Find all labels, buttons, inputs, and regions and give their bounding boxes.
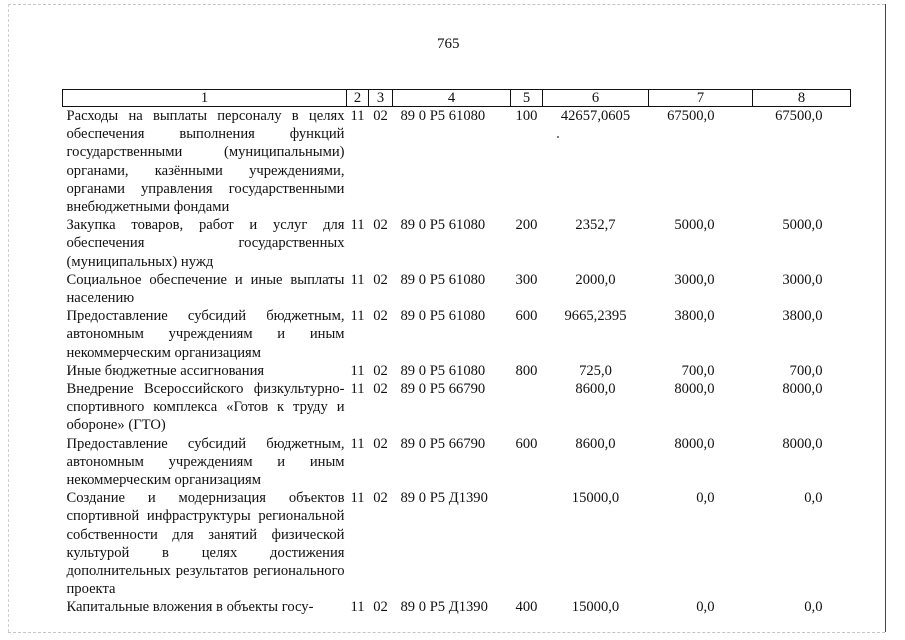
expense-type-code: 600 [515,435,538,452]
row-description: Расходы на выплаты персоналу в целях обеспечения выполнения функций государственными (муниципальными) органами, казёнными учреждениями, органами управления государственными внебюджетными фондами [66,108,345,216]
subsection-code: 02 [373,381,388,398]
subsection-code: 02 [373,435,388,452]
amount-col7: 700,0 [681,362,715,379]
expense-type-code: 300 [515,271,538,288]
section-code: 11 [350,217,365,234]
expense-type-code: 600 [515,308,538,325]
scan-edge-left [8,4,10,632]
scan-edge-top [8,4,885,6]
section-code: 11 [350,308,365,325]
target-article-code: 89 0 Р5 61080 [400,108,486,124]
row-description: Капитальные вложения в объекты госу- [66,599,314,616]
budget-table [62,89,851,617]
expense-type-code: 100 [515,108,538,124]
amount-col8: 0,0 [804,490,823,507]
expense-type-code [511,489,543,598]
target-article-code: 89 0 Р5 61080 [400,217,486,234]
subsection-code: 02 [373,362,388,379]
amount-col7: 67500,0 [667,108,715,124]
section-code: 11 [350,435,365,452]
target-article-code: 89 0 Р5 66790 [400,435,486,452]
table-body [63,107,851,617]
row-description: Предоставление субсидий бюджетным, автономным учреждениям и иным некоммерческим организациям [66,435,345,489]
column-header: 4 [393,90,511,107]
table-row [63,489,851,598]
column-header: 6 [543,90,649,107]
row-description: Предоставление субсидий бюджетным, автономным учреждениям и иным некоммерческим организациям [66,308,345,361]
subsection-code: 02 [373,217,388,234]
amount-col6: 2352,7 [575,217,616,234]
scan-edge-right [885,4,887,632]
amount-col8: 5000,0 [782,217,823,234]
target-article-code: 89 0 Р5 61080 [400,362,486,379]
target-article-code: 89 0 Р5 Д1390 [400,490,488,507]
subsection-code: 02 [373,490,388,507]
section-code: 11 [350,490,365,507]
row-description: Создание и модернизация объектов спортивной инфраструктуры региональной собственности для занятий физической культурой в целях достижения дополнительных результатов регионального проекта [66,490,345,598]
amount-col6: 15000,0 [571,599,620,616]
table-row [63,216,851,271]
table-header-row [63,90,851,107]
table-row [63,307,851,362]
row-description: Социальное обеспечение и иные выплаты населению [66,271,345,307]
section-code: 11 [350,362,365,379]
table-row [63,598,851,616]
section-code: 11 [350,381,365,398]
table-row [63,435,851,490]
amount-col8: 8000,0 [782,435,823,452]
amount-col8: 3800,0 [782,308,823,325]
amount-col8: 3000,0 [782,271,823,288]
amount-col6: 42657,0605 [560,108,631,124]
amount-col7: 3000,0 [674,271,715,288]
amount-col6: 9665,2395 [564,308,627,325]
table-row [63,380,851,435]
amount-col8: 8000,0 [782,381,823,398]
amount-col7: 8000,0 [674,381,715,398]
amount-col8: 700,0 [789,362,823,379]
column-header: 2 [347,90,369,107]
subsection-code: 02 [373,599,388,616]
page-number: 765 [437,36,460,52]
amount-col8: 67500,0 [775,108,823,124]
amount-col7: 8000,0 [674,435,715,452]
column-header: 1 [63,90,347,107]
amount-col6: 725,0 [579,362,612,379]
target-article-code: 89 0 Р5 61080 [400,271,486,288]
expense-type-code: 400 [515,599,538,616]
amount-col7: 0,0 [696,490,715,507]
table-row [63,107,851,217]
amount-col7: 3800,0 [674,308,715,325]
row-description: Закупка товаров, работ и услуг для обеспечения государственных (муниципальных) нужд [66,217,345,270]
column-header: 8 [753,90,851,107]
scan-edge-bottom [8,632,885,634]
section-code: 11 [350,108,365,124]
amount-col7: 5000,0 [674,217,715,234]
row-description: Внедрение Всероссийского физкультурно-спортивного комплекса «Готов к труду и обороне» (ГТО) [66,381,345,434]
subsection-code: 02 [373,308,388,325]
subsection-code: 02 [373,271,388,288]
expense-type-code: 200 [515,217,538,234]
amount-col6: 8600,0 [575,435,616,452]
expense-type-code [511,380,543,435]
row-description: Иные бюджетные ассигнования [66,362,265,379]
column-header: 7 [649,90,753,107]
column-header: 5 [511,90,543,107]
table-row [63,362,851,380]
column-header: 3 [369,90,393,107]
target-article-code: 89 0 Р5 66790 [400,381,486,398]
target-article-code: 89 0 Р5 61080 [400,308,486,325]
target-article-code: 89 0 Р5 Д1390 [400,599,488,616]
table-row [63,271,851,307]
section-code: 11 [350,271,365,288]
amount-col6: 8600,0 [575,381,616,398]
amount-col6: 15000,0 [571,490,620,507]
amount-col8: 0,0 [804,599,823,616]
amount-col7: 0,0 [696,599,715,616]
amount-col6: 2000,0 [575,271,616,288]
subsection-code: 02 [373,108,388,124]
expense-type-code: 800 [515,362,538,379]
section-code: 11 [350,599,365,616]
